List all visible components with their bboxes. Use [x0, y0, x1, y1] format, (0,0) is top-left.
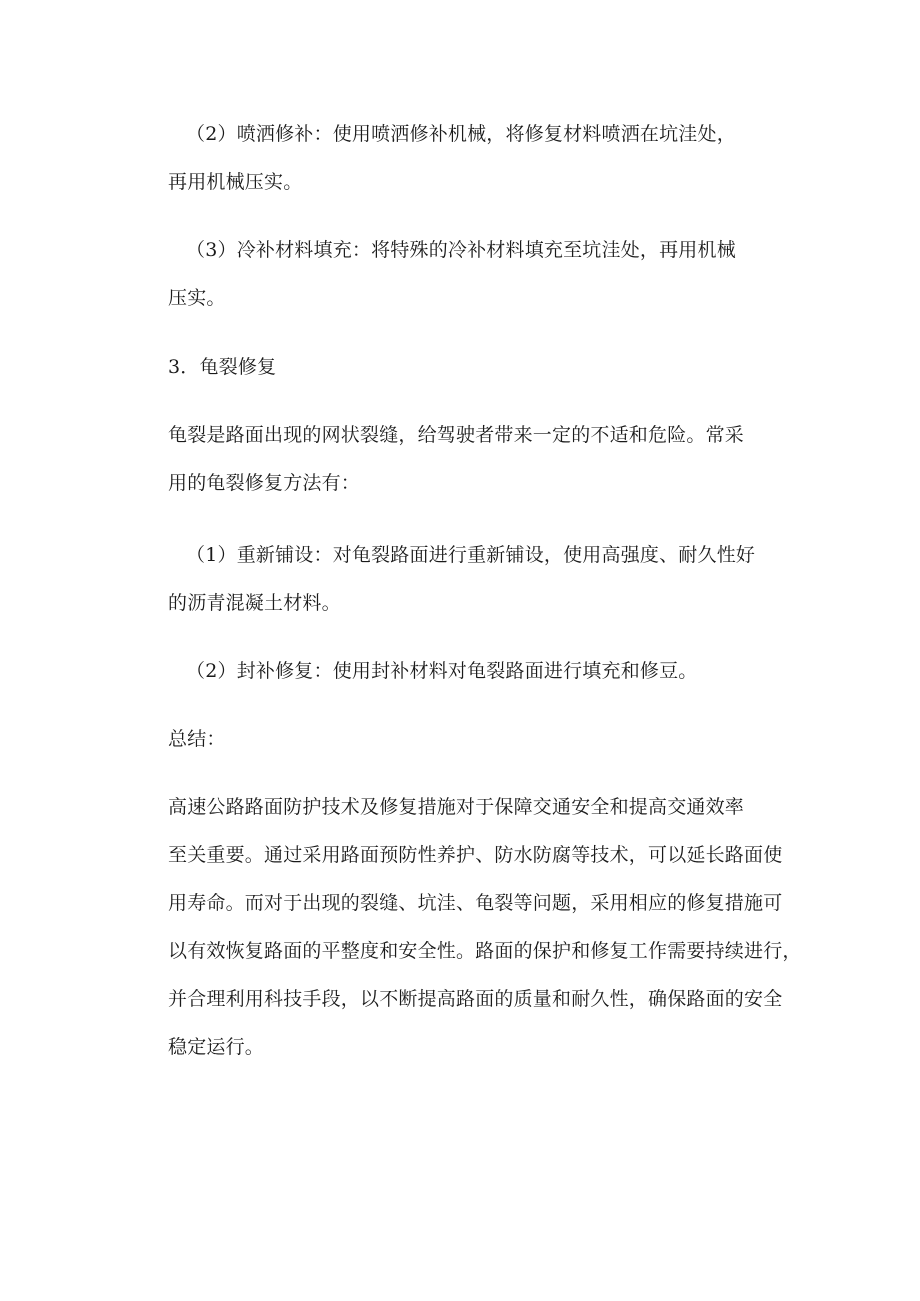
summary-paragraph-line-1: 高速公路路面防护技术及修复措施对于保障交通安全和提高交通效率 — [168, 796, 745, 818]
paragraph-repave-line-2: 的沥青混凝土材料。 — [168, 592, 341, 614]
summary-heading: 总结： — [168, 728, 226, 750]
paragraph-spray-repair-line-1: （2）喷洒修补：使用喷洒修补机械，将修复材料喷洒在坑洼处， — [186, 123, 736, 145]
paragraph-crack-intro-line-2: 用的龟裂修复方法有： — [168, 472, 361, 494]
paragraph-crack-intro-line-1: 龟裂是路面出现的网状裂缝，给驾驶者带来一定的不适和危险。常采 — [168, 424, 745, 446]
summary-paragraph-line-5: 并合理利用科技手段，以不断提高路面的质量和耐久性，确保路面的安全 — [168, 988, 783, 1010]
paragraph-cold-patch-line-1: （3）冷补材料填充：将特殊的冷补材料填充至坑洼处，再用机械 — [186, 239, 736, 261]
section-heading-crack-repair: 3．龟裂修复 — [168, 356, 277, 378]
summary-paragraph-line-3: 用寿命。而对于出现的裂缝、坑洼、龟裂等问题，采用相应的修复措施可 — [168, 892, 783, 914]
paragraph-repave-line-1: （1）重新铺设：对龟裂路面进行重新铺设，使用高强度、耐久性好 — [186, 544, 756, 566]
summary-paragraph-line-6: 稳定运行。 — [168, 1036, 265, 1058]
paragraph-seal-repair: （2）封补修复：使用封补材料对龟裂路面进行填充和修豆。 — [186, 660, 698, 682]
paragraph-spray-repair-line-2: 再用机械压实。 — [168, 171, 303, 193]
paragraph-cold-patch-line-2: 压实。 — [168, 287, 226, 309]
summary-paragraph-line-2: 至关重要。通过采用路面预防性养护、防水防腐等技术，可以延长路面使 — [168, 844, 783, 866]
summary-paragraph-line-4: 以有效恢复路面的平整度和安全性。路面的保护和修复工作需要持续进行， — [168, 940, 802, 962]
